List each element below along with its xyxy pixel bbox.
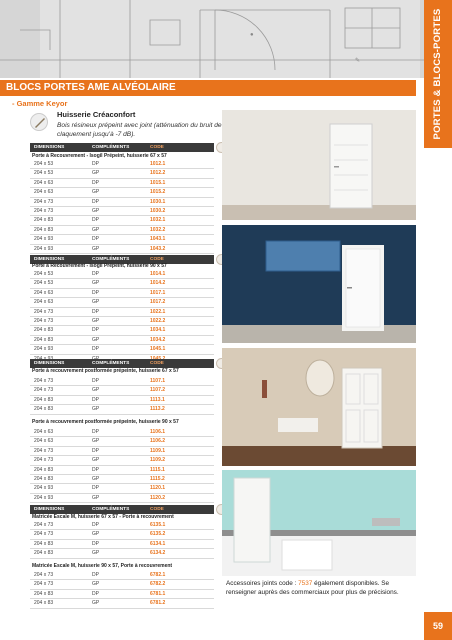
table-header-complements: COMPLÉMENTS	[92, 145, 130, 150]
code-cell: 1012.1	[150, 161, 166, 167]
caption-text-start: Accessoires joints code :	[226, 580, 299, 587]
table-section-title: Porte à Recouvrement - Isogil Prépeint, huisserie 90 x 57	[32, 263, 167, 269]
table-row	[30, 437, 214, 446]
code-cell: 1106.2	[150, 438, 166, 445]
complement-cell: GP	[92, 318, 100, 324]
complement-cell: GP	[92, 226, 100, 233]
complement-cell: GP	[92, 245, 100, 252]
table-header-dimensions: DIMENSIONS	[34, 257, 65, 262]
side-tab	[424, 0, 452, 148]
table-row	[30, 386, 214, 395]
dimension-cell: 204 x 73	[34, 378, 54, 384]
dimension-cell: 204 x 73	[34, 198, 54, 205]
table-header-dimensions: DIMENSIONS	[34, 507, 65, 512]
table-row	[30, 245, 214, 254]
white-door-bedroom-photo	[222, 348, 416, 466]
code-cell: 1107.1	[150, 378, 166, 384]
complement-cell: DP	[92, 396, 99, 403]
complement-cell: DP	[92, 590, 99, 597]
table-row	[30, 428, 214, 437]
table-row	[30, 226, 214, 235]
white-door-photo-1	[222, 110, 416, 220]
dimension-cell: 204 x 63	[34, 189, 54, 196]
range-subtitle: - Gamme Keyor	[12, 99, 68, 108]
dimension-cell: 204 x 83	[34, 600, 54, 607]
dimension-cell: 204 x 83	[34, 396, 54, 403]
code-cell: 1022.2	[150, 318, 166, 324]
table-header-complements: COMPLÉMENTS	[92, 361, 130, 366]
table-row	[30, 279, 214, 288]
code-cell: 1014.2	[150, 280, 166, 287]
table-section-title: Porte à recouvrement postformée prépeinte, huisserie 67 x 57	[32, 368, 179, 374]
code-cell: 1120.1	[150, 485, 166, 492]
table-row	[30, 198, 214, 207]
table-header-complements: COMPLÉMENTS	[92, 507, 130, 512]
dimension-cell: 204 x 73	[34, 581, 54, 588]
complement-cell: DP	[92, 485, 99, 492]
complement-cell: DP	[92, 198, 99, 205]
table-row	[30, 160, 214, 169]
accessories-caption	[226, 580, 416, 597]
table-header-code: CODE	[150, 507, 164, 512]
complement-cell: DP	[92, 378, 99, 384]
svg-text:✎: ✎	[355, 58, 361, 64]
dimension-cell: 204 x 73	[34, 387, 54, 394]
table-header-code: CODE	[150, 145, 164, 150]
dimension-cell: 204 x 63	[34, 438, 54, 445]
complement-cell: GP	[92, 550, 100, 557]
complement-cell: DP	[92, 289, 99, 296]
code-cell: 1113.1	[150, 396, 165, 403]
table-row	[30, 336, 214, 345]
table-section-title: Matricée Escale M, huisserie 90 x 57, Porte à recouvrement	[32, 563, 173, 569]
code-cell: 1034.2	[150, 336, 166, 343]
complement-cell: GP	[92, 581, 100, 588]
table-row	[30, 188, 214, 197]
dimension-cell: 204 x 63	[34, 179, 54, 186]
product-name: Huisserie Créaconfort	[57, 110, 136, 119]
table-row	[30, 270, 214, 279]
code-cell: 1107.2	[150, 387, 166, 394]
complement-cell: DP	[92, 572, 99, 578]
code-cell: 6134.2	[150, 550, 166, 557]
complement-cell: GP	[92, 280, 100, 287]
table-row	[30, 521, 214, 530]
code-cell: 1030.1	[150, 198, 166, 205]
complement-cell: GP	[92, 208, 100, 214]
table-row	[30, 289, 214, 298]
dimension-cell: 204 x 73	[34, 318, 54, 324]
dimension-cell: 204 x 83	[34, 217, 54, 224]
dimension-cell: 204 x 93	[34, 245, 54, 252]
table-row	[30, 571, 214, 580]
code-cell: 1109.2	[150, 457, 166, 464]
complement-cell: DP	[92, 447, 99, 454]
code-cell: 1045.1	[150, 346, 166, 353]
complement-cell: DP	[92, 466, 99, 473]
table-row	[30, 179, 214, 188]
dimension-cell: 204 x 53	[34, 170, 54, 177]
table-section-title: Porte à Recouvrement - Isogil Prépeint, huisserie 67 x 57	[32, 153, 167, 159]
complement-cell: DP	[92, 540, 99, 547]
dimension-cell: 204 x 83	[34, 406, 54, 413]
side-tab-label: PORTES & BLOCS-PORTES	[432, 8, 443, 140]
code-cell: 1043.2	[150, 245, 166, 252]
dimension-cell: 204 x 93	[34, 346, 54, 353]
dimension-cell: 204 x 93	[34, 236, 54, 243]
table-row	[30, 447, 214, 456]
complement-cell: DP	[92, 429, 99, 435]
white-door-kitchen-photo	[222, 470, 416, 576]
complement-cell: GP	[92, 170, 100, 177]
dimension-cell: 204 x 83	[34, 336, 54, 343]
code-cell: 1113.2	[150, 406, 165, 413]
table-header	[30, 143, 214, 152]
table-row	[30, 169, 214, 178]
dimension-cell: 204 x 63	[34, 289, 54, 296]
code-cell: 6782.2	[150, 581, 166, 588]
table-row	[30, 599, 214, 608]
table-row	[30, 590, 214, 599]
dimension-cell: 204 x 93	[34, 485, 54, 492]
dimension-cell: 204 x 83	[34, 327, 54, 334]
complement-cell: GP	[92, 189, 100, 196]
code-cell: 1043.1	[150, 236, 166, 243]
dimension-cell: 204 x 93	[34, 494, 54, 501]
dimension-cell: 204 x 73	[34, 531, 54, 538]
table-row	[30, 530, 214, 539]
dimension-cell: 204 x 83	[34, 466, 54, 473]
table-row	[30, 456, 214, 465]
table-header-code: CODE	[150, 361, 164, 366]
dimension-cell: 204 x 73	[34, 572, 54, 578]
complement-cell: DP	[92, 346, 99, 353]
code-cell: 1030.2	[150, 208, 166, 214]
dimension-cell: 204 x 73	[34, 522, 54, 528]
dimension-cell: 204 x 53	[34, 271, 54, 277]
dimension-cell: 204 x 63	[34, 429, 54, 435]
complement-cell: GP	[92, 387, 100, 394]
dimension-cell: 204 x 83	[34, 540, 54, 547]
dimension-cell: 204 x 53	[34, 161, 54, 167]
table-row	[30, 494, 214, 503]
caption-code: 7537	[298, 580, 313, 587]
code-cell: 1017.2	[150, 299, 166, 306]
table-row	[30, 549, 214, 558]
complement-cell: GP	[92, 457, 100, 464]
product-icon	[30, 113, 48, 131]
code-cell: 1015.1	[150, 179, 166, 186]
table-row	[30, 308, 214, 317]
table-row	[30, 345, 214, 354]
complement-cell: DP	[92, 327, 99, 334]
dimension-cell: 204 x 73	[34, 308, 54, 315]
dimension-cell: 204 x 83	[34, 590, 54, 597]
header-blueprint-image	[0, 0, 452, 78]
table-row	[30, 580, 214, 589]
product-description: Bois résineux prépeint avec joint (atténuation du bruit de claquement jusqu'à -7 dB).	[57, 122, 222, 138]
code-cell: 1017.1	[150, 289, 166, 296]
complement-cell: DP	[92, 271, 99, 277]
table-header-complements: COMPLÉMENTS	[92, 257, 130, 262]
complement-cell: GP	[92, 531, 100, 538]
page-title: BLOCS PORTES AME ALVÉOLAIRE	[6, 82, 176, 93]
title-bar	[0, 80, 416, 96]
complement-cell: DP	[92, 308, 99, 315]
table-row	[30, 377, 214, 386]
complement-cell: DP	[92, 217, 99, 224]
table-row	[30, 207, 214, 216]
complement-cell: GP	[92, 494, 100, 501]
code-cell: 1120.2	[150, 494, 166, 501]
complement-cell: GP	[92, 406, 100, 413]
complement-cell: GP	[92, 438, 100, 445]
code-cell: 1032.2	[150, 226, 166, 233]
complement-cell: GP	[92, 299, 100, 306]
code-cell: 1115.2	[150, 476, 165, 482]
dimension-cell: 204 x 83	[34, 226, 54, 233]
white-door-blue-wall-photo	[222, 225, 416, 343]
complement-cell: GP	[92, 476, 100, 482]
code-cell: 6134.1	[150, 540, 166, 547]
table-section-title: Matricée Escale M, huisserie 67 x 57 - Porte à recouvrement	[32, 514, 174, 520]
code-cell: 1109.1	[150, 447, 166, 454]
code-cell: 1106.1	[150, 429, 166, 435]
table-row	[30, 475, 214, 484]
table-row	[30, 396, 214, 405]
code-cell: 1014.1	[150, 271, 166, 277]
table-row	[30, 466, 214, 475]
table-row	[30, 405, 214, 414]
code-cell: 6782.1	[150, 572, 166, 578]
dimension-cell: 204 x 53	[34, 280, 54, 287]
dimension-cell: 204 x 83	[34, 550, 54, 557]
code-cell: 6781.1	[150, 590, 166, 597]
caption-text-end: également disponibles. Se renseigner auprès des commerciaux pour plus de précisions.	[226, 580, 399, 596]
complement-cell: DP	[92, 161, 99, 167]
code-cell: 1022.1	[150, 308, 166, 315]
table-row	[30, 298, 214, 307]
complement-cell: DP	[92, 522, 99, 528]
table-header-code: CODE	[150, 257, 164, 262]
table-header-dimensions: DIMENSIONS	[34, 361, 65, 366]
dimension-cell: 204 x 63	[34, 299, 54, 306]
dimension-cell: 204 x 73	[34, 208, 54, 214]
dimension-cell: 204 x 73	[34, 457, 54, 464]
code-cell: 6135.2	[150, 531, 166, 538]
complement-cell: DP	[92, 179, 99, 186]
code-cell: 6781.2	[150, 600, 166, 607]
table-row	[30, 484, 214, 493]
dimension-cell: 204 x 83	[34, 476, 54, 482]
table-row	[30, 235, 214, 244]
code-cell: 1012.2	[150, 170, 166, 177]
code-cell: 1034.1	[150, 327, 166, 334]
complement-cell: GP	[92, 600, 100, 607]
code-cell: 1015.2	[150, 189, 166, 196]
table-header-dimensions: DIMENSIONS	[34, 145, 65, 150]
complement-cell: DP	[92, 236, 99, 243]
svg-text:●: ●	[250, 32, 254, 38]
table-row	[30, 317, 214, 326]
code-cell: 1032.1	[150, 217, 166, 224]
table-section-title: Porte à recouvrement postformée prépeinte, huisserie 90 x 57	[32, 419, 179, 425]
complement-cell: GP	[92, 336, 100, 343]
page-number: 59	[424, 612, 452, 640]
table-row	[30, 540, 214, 549]
table-row	[30, 326, 214, 335]
code-cell: 1115.1	[150, 466, 165, 473]
table-row	[30, 216, 214, 225]
dimension-cell: 204 x 73	[34, 447, 54, 454]
code-cell: 6135.1	[150, 522, 166, 528]
